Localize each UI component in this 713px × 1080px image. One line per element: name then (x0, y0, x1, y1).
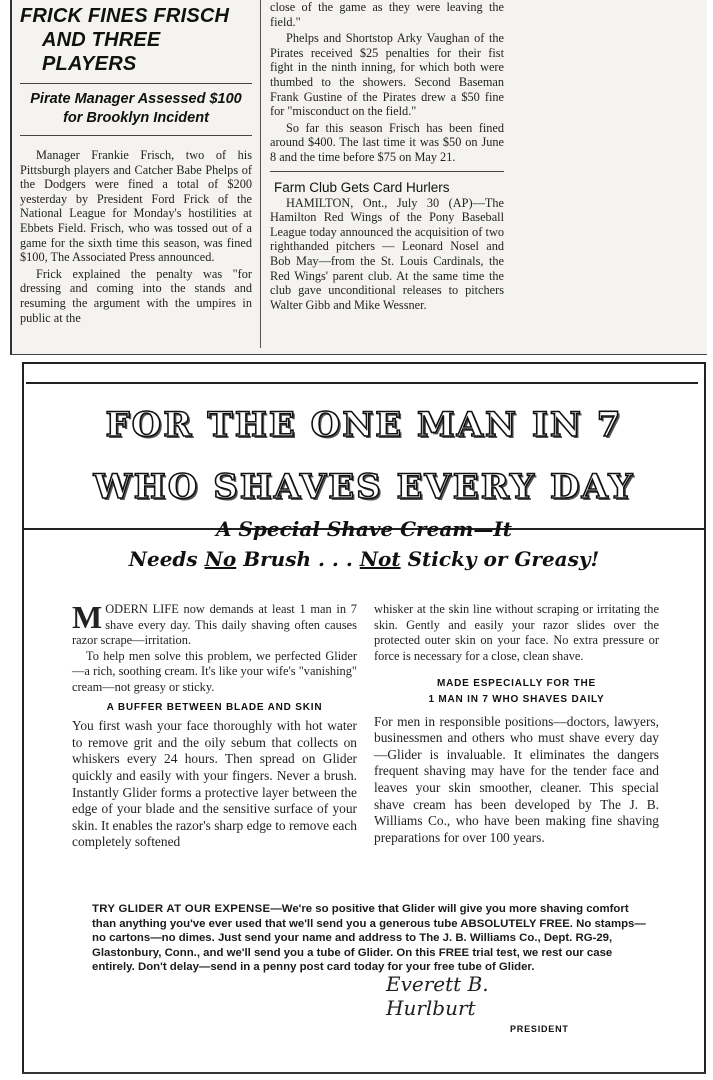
ad-banner (44, 394, 684, 518)
ad-offer (92, 902, 648, 975)
article-continuation-1: close of the game as they were leaving the field." (270, 0, 504, 29)
tagline-part-c: Sticky or Greasy! (400, 547, 600, 571)
ad-top-rule (26, 382, 698, 388)
ad-right-paragraph-1: whisker at the skin line without scraping or irritating the skin. Gently and easily your razor slides over the protected outer skin on your face. No extra pressure or force is necessary for a close, clean shave. (374, 602, 659, 663)
ad-column-left (72, 599, 357, 851)
glider-advertisement (22, 362, 706, 1074)
ad-left-paragraph-1 (72, 599, 357, 649)
tagline-part-a: Needs (128, 547, 205, 571)
article-column-right (270, 0, 504, 312)
brief-headline: Farm Club Gets Card Hurlers (274, 179, 450, 195)
offer-text: —We're so positive that Glider will give you more shaving comfort than anything you've ever used that we'll send you a generous tube ABSOLUTELY FREE. No stamps—no cartons—no dimes. Just send your name and address to The J. B. Williams Co., Dept. RG-29, Glastonbury, Conn., and we'll send you a tube of Glider. On this FREE trial test, we rest our case entirely. Don't delay—send in a penny post card today for your free tube of Glider. (92, 903, 646, 974)
ad-right-subhead (374, 676, 659, 707)
article-continuation-2: Phelps and Shortstop Arky Vaughan of the Pirates received $25 penalties for their fist fight in the ninth inning, for which both were thumbed to the showers. Second Baseman Frank Gustine of the Pirates drew a $50 fine for "misconduct on the field." (270, 31, 504, 119)
article-headline (20, 4, 252, 76)
news-clipping (10, 0, 707, 355)
brief-rule (270, 171, 504, 172)
headline-line-1: FRICK FINES FRISCH (20, 5, 230, 27)
subheadline-rule (20, 135, 252, 136)
tagline-line-1: A Special Shave Cream—It (215, 517, 513, 541)
banner-line-1: FOR THE ONE MAN IN 7 (105, 405, 623, 445)
article-column-left (20, 0, 252, 325)
ad-left-paragraph-2: To help men solve this problem, we perfected Glider—a rich, soothing cream. It's like your wife's "vanishing" cream—not greasy or sticky. (72, 648, 357, 694)
ad-left-subhead: A BUFFER BETWEEN BLADE AND SKIN (106, 701, 323, 713)
brief-text: HAMILTON, Ont., July 30 (AP)—The Hamilton Red Wings of the Pony Baseball League today announced the acquisition of two righthanded pitchers — Leonard Nosel and Bob May—from the St. Louis Cardinals, the Red Wings' parent club. At the same time the club gave unconditional releases to pitchers Walter Gibb and Mike Wessner. (270, 195, 504, 312)
tagline-part-b: Brush . . . (236, 547, 360, 571)
article-paragraph-2: Frick explained the penalty was "for dressing and coming into the stands and resuming the argument with the umpires in public at the (20, 266, 252, 325)
page-bottom-rule (22, 1072, 706, 1074)
tagline-line-2 (84, 544, 644, 574)
signature: Everett B. Hurlburt (386, 972, 489, 1020)
ad-tagline (84, 514, 644, 574)
headline-line-2: AND THREE PLAYERS (42, 29, 161, 75)
article-continuation-3: So far this season Frisch has been fined around $400. The last time it was $50 on June 8 and the time before $75 on May 21. (270, 120, 504, 164)
signature-title: PRESIDENT (510, 1024, 569, 1034)
right-subhead-line-2: 1 MAN IN 7 WHO SHAVES DAILY (428, 693, 605, 705)
drop-cap: M (72, 599, 103, 635)
right-subhead-line-1: MADE ESPECIALLY FOR THE (437, 678, 596, 690)
banner-line-2: WHO SHAVES EVERY DAY (93, 467, 635, 507)
ad-right-paragraph-2: For men in responsible positions—doctors, lawyers, businessmen and others who must shave every day—Glider is invaluable. It eliminates the dangers frequent shaving may have for the tender face and leaves your skin smoother, cleaner. This special shave cream has been developed by The J. B. Williams Co., who have been making fine shaving preparations for over 100 years. (374, 713, 659, 845)
tagline-no: No (204, 547, 237, 571)
ad-left-paragraph-3: You first wash your face thoroughly with hot water to remove grit and the oily sebum that collects on whiskers every 24 hours. Then spread on Glider quickly and easily with your fingers. Never a brush. Instantly Glider forms a protective layer between the edge of your blade and the sensitive surface of your skin. It enables the razor's sharp edge to remove each completely softened (72, 718, 357, 850)
headline-rule (20, 83, 252, 84)
article-paragraph-1: Manager Frankie Frisch, two of his Pittsburgh players and Catcher Babe Phelps of the Dodgers were fined a total of $200 yesterday by President Ford Frick of the National League for Monday's hostilities at Ebbets Field. Frisch, who was tossed out of a game for the sixth time this season, was fined $100, The Associated Press announced. (20, 148, 252, 265)
offer-lead: TRY GLIDER AT OUR EXPENSE (92, 903, 271, 915)
column-rule (260, 0, 261, 348)
article-subheadline: Pirate Manager Assessed $100 for Brooklyn Incident (30, 91, 242, 126)
tagline-not: Not (359, 547, 401, 571)
ad-column-right (374, 602, 659, 846)
ad-left-text-1: ODERN LIFE now demands at least 1 man in 7 shave every day. This daily shaving often causes razor scrape—irritation. (72, 602, 357, 648)
